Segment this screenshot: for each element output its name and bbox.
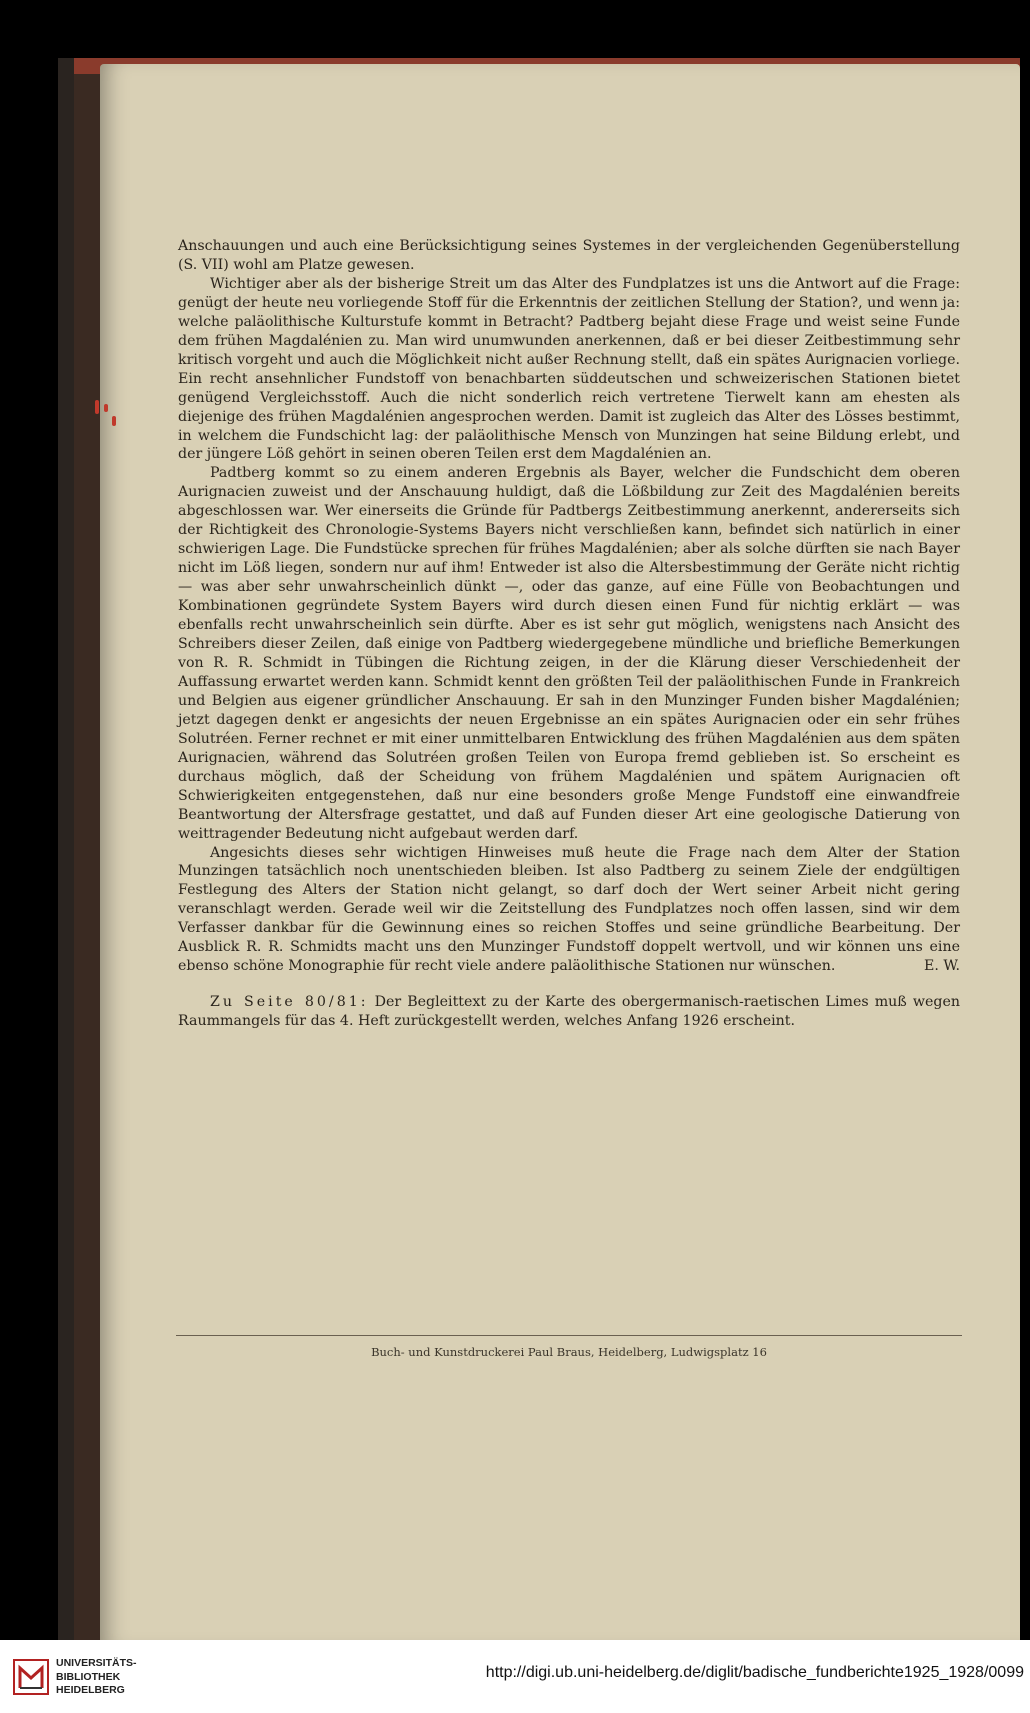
margin-mark (112, 416, 116, 426)
paragraph: Padtberg kommt so zu einem anderen Ergebnis als Bayer, welcher die Fundschicht dem oberen Aurignacien zuweist und der Anschauung huldigt, daß die Lößbildung zur Zeit des Magdalénien bereits abgeschlossen war. Wer einerseits die Gründe für Padtbergs Zeitbestimmung anerkennt, andererseits sich der Richtigkeit des Chronologie-Systems Bayers nicht verschließen kann, befindet sich natürlich in einer schwierigen Lage. Die Fundstücke sprechen für frühes Magdalénien; aber als solche dürften sie nach Bayer nicht im Löß liegen, sondern nur auf ihm! Entweder ist also die Altersbestimmung der Geräte nicht richtig — was aber sehr unwahrscheinlich dünkt —, oder das ganze, auf eine Fülle von Beobachtungen und Kombinationen gegründete System Bayers wird durch diesen einen Fund für nichtig erklärt — was ebenfalls recht unwahrscheinlich sein dürfte. Aber es ist sehr gut möglich, wenigstens nach Ansicht des Schreibers dieser Zeilen, daß einige von Padtberg wiedergegebene mündliche und briefliche Bemerkungen von R. R. Schmidt in Tübingen die Richtung zeigen, in der die Klärung dieser Verschiedenheit der Auffassung erwartet werden kann. Schmidt kennt den größten Teil der paläolithischen Funde in Frankreich und Belgien aus eigener gründlicher Anschauung. Er sah in den Munzinger Funden bisher Magdalénien; jetzt dagegen denkt er angesichts der neuen Ergebnisse an ein spätes Aurignacien oder ein sehr frühes Solutréen. Ferner rechnet er mit einer unmittelbaren Entwicklung des frühen Magdalénien aus dem späten Aurignacien, während das Solutréen großen Teilen von Europa fremd geblieben ist. So erscheint es durchaus möglich, daß der Scheidung von frühem Magdalénien und spätem Aurignacien oft Schwierigkeiten entgegenstehen, daß nur eine besonders große Menge Fundstoff eine einwandfreie Beantwortung der Altersfrage gestattet, und daß auf Funden dieser Art eine geologische Datierung von weittragender Bedeutung nicht aufgebaut werden darf. (178, 465, 960, 842)
printer-imprint: Buch- und Kunstdruckerei Paul Braus, Heidelberg, Ludwigsplatz 16 (371, 1345, 767, 1359)
margin-mark (95, 400, 99, 414)
library-name: UNIVERSITÄTS- BIBLIOTHEK HEIDELBERG (56, 1657, 137, 1696)
note-lead: Zu Seite 80/81: (210, 994, 369, 1011)
paragraph: Wichtiger aber als der bisherige Streit um das Alter des Fundplatzes ist uns die Antwort auf die Frage: genügt der heute neu vorliegende Stoff für die Erkenntnis der zeitlichen Stellung der Station?, und wenn ja: welche paläolithische Kulturstufe kommt in Betracht? Padtberg bejaht diese Frage und weist seine Funde dem frühen Magdalénien zu. Man wird unumwunden anerkennen, daß er bei dieser Zeitbestimmung sehr kritisch vorgeht und auch die Möglichkeit nicht außer Rechnung stellt, daß ein spätes Aurignacien vorliege. Ein recht ansehnlicher Fundstoff von benachbarten süddeutschen und schweizerischen Stationen bietet genügend Vergleichsstoff. Auch die nicht sonderlich reich vertretene Tierwelt kann am ehesten als diejenige des frühen Magdalénien angesprochen werden. Damit ist zugleich das Alter des Lösses bestimmt, in welchem die Fundschicht lag: der paläolithische Mensch von Munzingen hat seine Bildung erlebt, und der jüngere Löß gehört in seinen oberen Teilen erst dem Magdalénien an. (178, 275, 960, 463)
library-seal-icon (12, 1658, 50, 1696)
paragraph-text: Angesichts dieses sehr wichtigen Hinweises muß heute die Frage nach dem Alter der Station Munzingen tatsächlich noch unentschieden bleiben. Ist also Padtberg zu seinem Ziele der endgültigen Festlegung des Alters der Station nicht gelangt, so darf doch der Wert seiner Arbeit nicht gering veranschlagt werden. Gerade weil wir die Zeitstellung des Fundplatzes noch offen lassen, sind wir dem Verfasser dankbar für die Gewinnung eines so reichen Stoffes und seine gründliche Bearbeitung. Der Ausblick R. R. Schmidts macht uns den Munzinger Fundstoff doppelt wertvoll, und wir können uns eine ebenso schöne Monographie für recht viele andere paläolithische Stationen nur wünschen. (178, 844, 960, 975)
paragraph: Anschauungen und auch eine Berücksichtigung seines Systemes in der vergleichenden Gegenüberstellung (S. VII) wohl am Platze gewesen. (178, 238, 960, 273)
note-text: Der Begleittext zu der Karte des obergermanisch-raetischen Limes muß wegen Raummangels für das 4. Heft zurückgestellt werden, welches Anfang 1926 erscheint. (178, 994, 960, 1030)
permalink-url[interactable]: http://digi.ub.uni-heidelberg.de/diglit/badische_fundberichte1925_1928/0099 (485, 1664, 1024, 1681)
book-spine (58, 58, 74, 1650)
author-signature: E. W. (924, 958, 960, 975)
paragraph (178, 844, 960, 977)
library-logo[interactable] (12, 1652, 137, 1704)
footer-rule (176, 1335, 962, 1336)
article-text (178, 237, 960, 1031)
editorial-note (178, 993, 960, 1031)
margin-mark (104, 404, 108, 412)
